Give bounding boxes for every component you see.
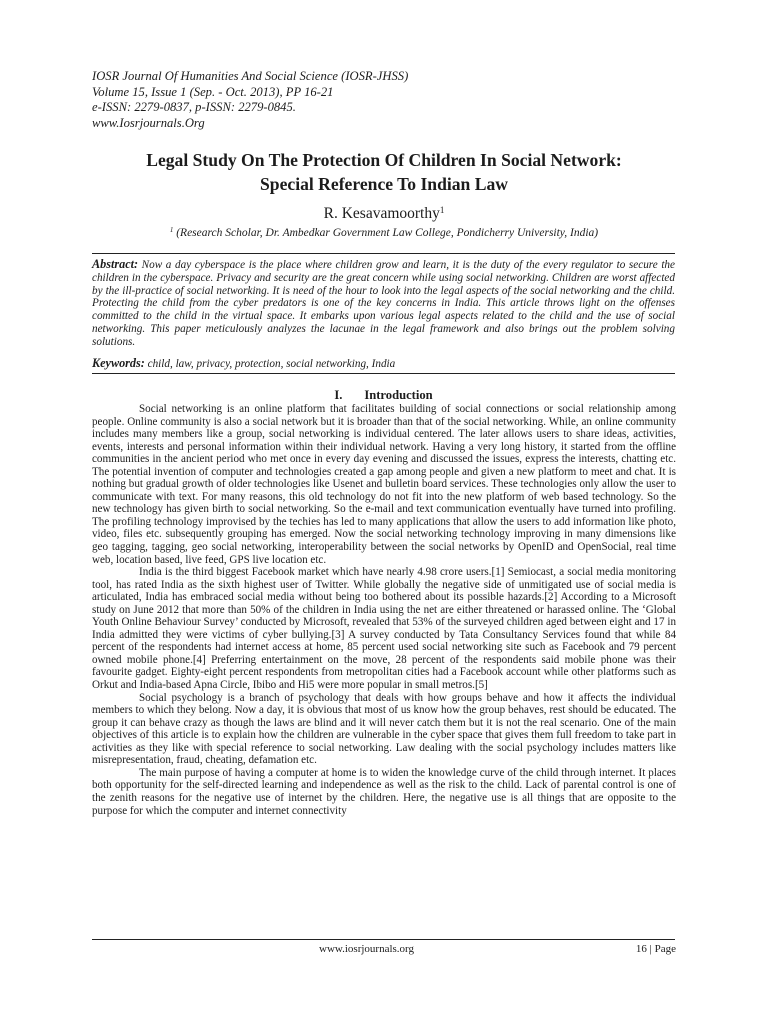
author-name: R. Kesavamoorthy xyxy=(323,205,440,222)
paragraph: The main purpose of having a computer at home is to widen the knowledge curve of the child through internet. It places both opportunity for the self-directed learning and independence as well as the risk to the child. Lack of parental control is one of the zenith reasons for the negative use of internet by the children. Here, the negative use is all things that are opposite to the purpose for which the computer and internet connectivity xyxy=(92,766,676,817)
keywords-label: Keywords: xyxy=(92,356,145,370)
section-title: Introduction xyxy=(364,388,433,402)
author xyxy=(70,205,698,223)
paragraph: Social psychology is a branch of psychology that deals with how groups behave and how it affects the individual members to which they belong. Now a day, it is obvious that most of us know how the group behaves, rest should be educated. The group it can behave crazy as though the laws are blind and it will never catch them but it is not the real scenario. One of the main objectives of this article is to explain how the children are vulnerable in the cyber space that gives them full freedom to take part in activities as they like with special reference to social networking. Law dealing with the social psychology includes matters like misrepresentation, fraud, cheating, defamation etc. xyxy=(92,691,676,767)
page-footer xyxy=(92,940,676,956)
journal-volume: Volume 15, Issue 1 (Sep. - Oct. 2013), PP 16-21 xyxy=(92,84,334,99)
paragraph: India is the third biggest Facebook market which have nearly 4.98 crore users.[1] Semiocast, a social media monitoring tool, has rated India as the sixth highest user of Twitter. While globally the negative side of unmitigated use of social media is articulated, India has embraced social media without being too bothered about its possible hazards.[2] According to a Microsoft study on June 2012 that more than 50% of the children in India using the net are either threatened or harassed online. The ‘Global Youth Online Behaviour Survey’ conducted by Microsoft, revealed that 53% of the surveyed children aged between eight and 17 in India admitted they were victims of cyber bullying.[3] A survey conducted by Tata Consultancy Services found that while 84 percent of the respondents had internet access at home, 85 percent used social networking site such as Facebook and 79 percent owned mobile phone.[4] Preferring entertainment on the move, 28 percent of the respondents said mobile phone was their favourite gadget. Eighty-eight percent respondents from metropolitan cities had a Facebook account while other platforms such as Orkut and India-based Apna Circle, Ibibo and Hi5 were more popular in small metros.[5] xyxy=(92,566,676,692)
keywords-text: child, law, privacy, protection, social networking, India xyxy=(147,358,396,370)
body-text xyxy=(92,403,676,817)
page-number: 16 | Page xyxy=(635,943,676,955)
keywords xyxy=(92,357,675,371)
paper-title-line-2: Special Reference To Indian Law xyxy=(260,174,508,194)
journal-name: IOSR Journal Of Humanities And Social Science (IOSR-JHSS) xyxy=(92,69,409,83)
paragraph: Social networking is an online platform that facilitates building of social connections or social relationship among people. Online community is also a social network but it is broader than that of the social networking. While, an online community includes many members like a group, social networking is individual centered. The later allows users to share ideas, activities, events, interests and personal information within their individual network. Having a very long history, it started from the offline communities in the ancient period who met once in every day evening and discussed the issues, express the interests, chatting etc. The potential invention of computer and technologies created a gap among people and given a new platform to meet and chat. It is nothing but gradual growth of older technologies like Usenet and bulletin board services. These technologies only allow the user to communicate with text. For many reasons, this old technology do not fit into the new platform of web based technology. So the new technology has given birth to social networking. So the e-mail and text communication eventually have turned into profiling. The profiling technology improvised by the techies has led to many applications that allow the users to add information like photo, video, files etc. subsequently grouping has emerged. Now the social networking technology improving in many dimensions like geo tagging, tagging, geo social networking, interoperability between the social networks by OpenID and OpenSocial, real time web, location based, live feed, GPS live location etc. xyxy=(92,403,676,566)
paper-title-line-1: Legal Study On The Protection Of Children In Social Network: xyxy=(146,150,622,170)
affiliation-text: (Research Scholar, Dr. Ambedkar Government Law College, Pondicherry University, India) xyxy=(176,227,599,239)
author-affiliation xyxy=(70,226,698,240)
journal-issn: e-ISSN: 2279-0837, p-ISSN: 2279-0845. xyxy=(92,100,296,115)
abstract-top-rule xyxy=(92,253,675,254)
journal-website[interactable]: www.Iosrjournals.Org xyxy=(92,115,205,130)
footer-url[interactable]: www.iosrjournals.org xyxy=(319,943,415,955)
affiliation-marker: 1 xyxy=(169,226,174,234)
paper-title xyxy=(70,148,698,196)
author-marker: 1 xyxy=(439,205,445,215)
abstract xyxy=(92,258,675,349)
abstract-text: Now a day cyberspace is the place where children grow and learn, it is the duty of the every regulator to secure the children in the cyberspace. Privacy and security are the great concern while using social networking. Children are worst affected by the ill-practice of social networking. It is need of the hour to look into the legal aspects of the social networking and the child. Protecting the child from the cyber predators is one of the key concerns in India. This article throws light on the offenses committed to the child in the virtual space. It embarks upon various legal aspects related to the child and the use of social networking. This paper meticulously analyzes the lacunae in the legal framework and also brings out the problem solving solutions. xyxy=(92,259,675,348)
section-number: I. xyxy=(334,388,343,402)
journal-header xyxy=(92,69,692,131)
section-heading xyxy=(92,388,675,403)
abstract-label: Abstract: xyxy=(92,257,139,271)
abstract-bottom-rule xyxy=(92,373,675,374)
